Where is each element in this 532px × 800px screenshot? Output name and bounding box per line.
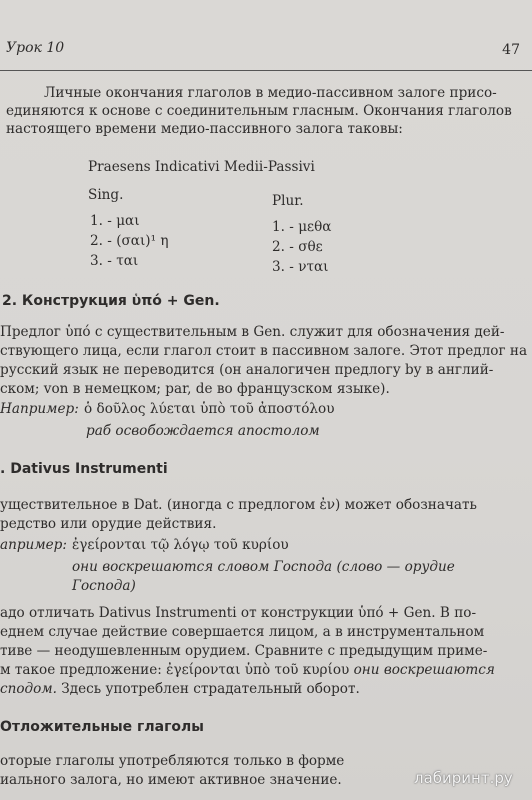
section-3-para-line-4-italic: они воскрешаются (353, 662, 495, 678)
section-3-para-line-5 (0, 680, 360, 698)
running-header (0, 28, 532, 71)
sing-label: Sing. (88, 187, 124, 203)
section-3-heading: . Dativus Instrumenti (0, 461, 168, 477)
section-2-line-4: ском; von в немецком; par, de во французском языке). (0, 381, 390, 397)
page-number: 47 (502, 42, 520, 58)
section-3-para-line-2: еднем случае действие совершается лицом, а в инструментальном (0, 624, 485, 640)
section-2-line-3: русский язык не переводится (он аналогичен предлогу by в англий- (0, 362, 494, 378)
section-3-example-greek: ἐγείρονται τῷ λόγῳ τοῦ κυρίου (72, 537, 289, 553)
section-3-example-translation-1: они воскрешаются словом Господа (слово — орудие (72, 559, 455, 575)
section-2-line-1: Предлог ὑπό с существительным в Gen. служит для обозначения дей- (0, 324, 505, 340)
section-4-heading: Отложительные глаголы (0, 719, 204, 735)
sing-form-3: 3. - ται (90, 253, 139, 269)
section-3-para-line-4 (0, 661, 495, 679)
intro-line-2: единяются к основе с соединительным гласным. Окончания глаголов (6, 103, 512, 119)
section-3-para-line-3: тиве — неодушевленным орудием. Сравните с предыдущим приме- (0, 643, 488, 659)
watermark: лабиринт.ру (414, 769, 513, 787)
section-3-last-plain: Здесь употреблен страдательный оборот. (56, 681, 360, 697)
section-2-example-translation: раб освобождается апостолом (86, 423, 320, 439)
section-3-example-translation-2: Господа) (72, 578, 136, 594)
section-3-para-line-4-text: м такое предложение: ἐγείρονται ὑπὸ τοῦ κυρίου (0, 662, 350, 678)
lesson-title: Урок 10 (6, 40, 65, 56)
plur-label: Plur. (272, 193, 304, 209)
intro-line-3: настоящего времени медио-пассивного залога таковы: (6, 121, 403, 137)
plur-form-2: 2. - σθε (272, 239, 323, 255)
sing-form-2: 2. - (σαι)¹ η (90, 233, 169, 249)
section-3-last-italic: сподом. (0, 681, 57, 697)
section-4-line-2: иального залога, но имеют активное значение. (0, 772, 342, 788)
plur-form-3: 3. - νται (272, 259, 329, 275)
paradigm-title: Praesens Indicativi Medii-Passivi (88, 159, 315, 175)
section-2-line-2: ствующего лица, если глагол стоит в пассивном залоге. Этот предлог на (0, 343, 528, 359)
plur-form-1: 1. - μεθα (272, 219, 332, 235)
section-3-para-line-1: адо отличать Dativus Instrumenti от конструкции ὑπό + Gen. В по- (0, 605, 477, 621)
section-3-line-1: уществительное в Dat. (иногда с предлогом ἐν) может обозначать (0, 497, 477, 513)
section-2-heading: 2. Конструкция ὑπό + Gen. (2, 293, 220, 309)
section-2-example-greek: ὁ δοῦλος λύεται ὑπὸ τοῦ ἀποστόλου (84, 401, 335, 417)
section-4-line-1: оторые глаголы употребляются только в форме (0, 753, 345, 769)
section-3-line-2: редство или орудие действия. (0, 516, 217, 532)
sing-form-1: 1. - μαι (90, 213, 140, 229)
section-3-example-label: апример: (0, 537, 67, 553)
section-2-example-label: Например: (0, 401, 79, 417)
intro-line-1: Личные окончания глаголов в медио-пассивном залоге присо- (44, 85, 497, 101)
